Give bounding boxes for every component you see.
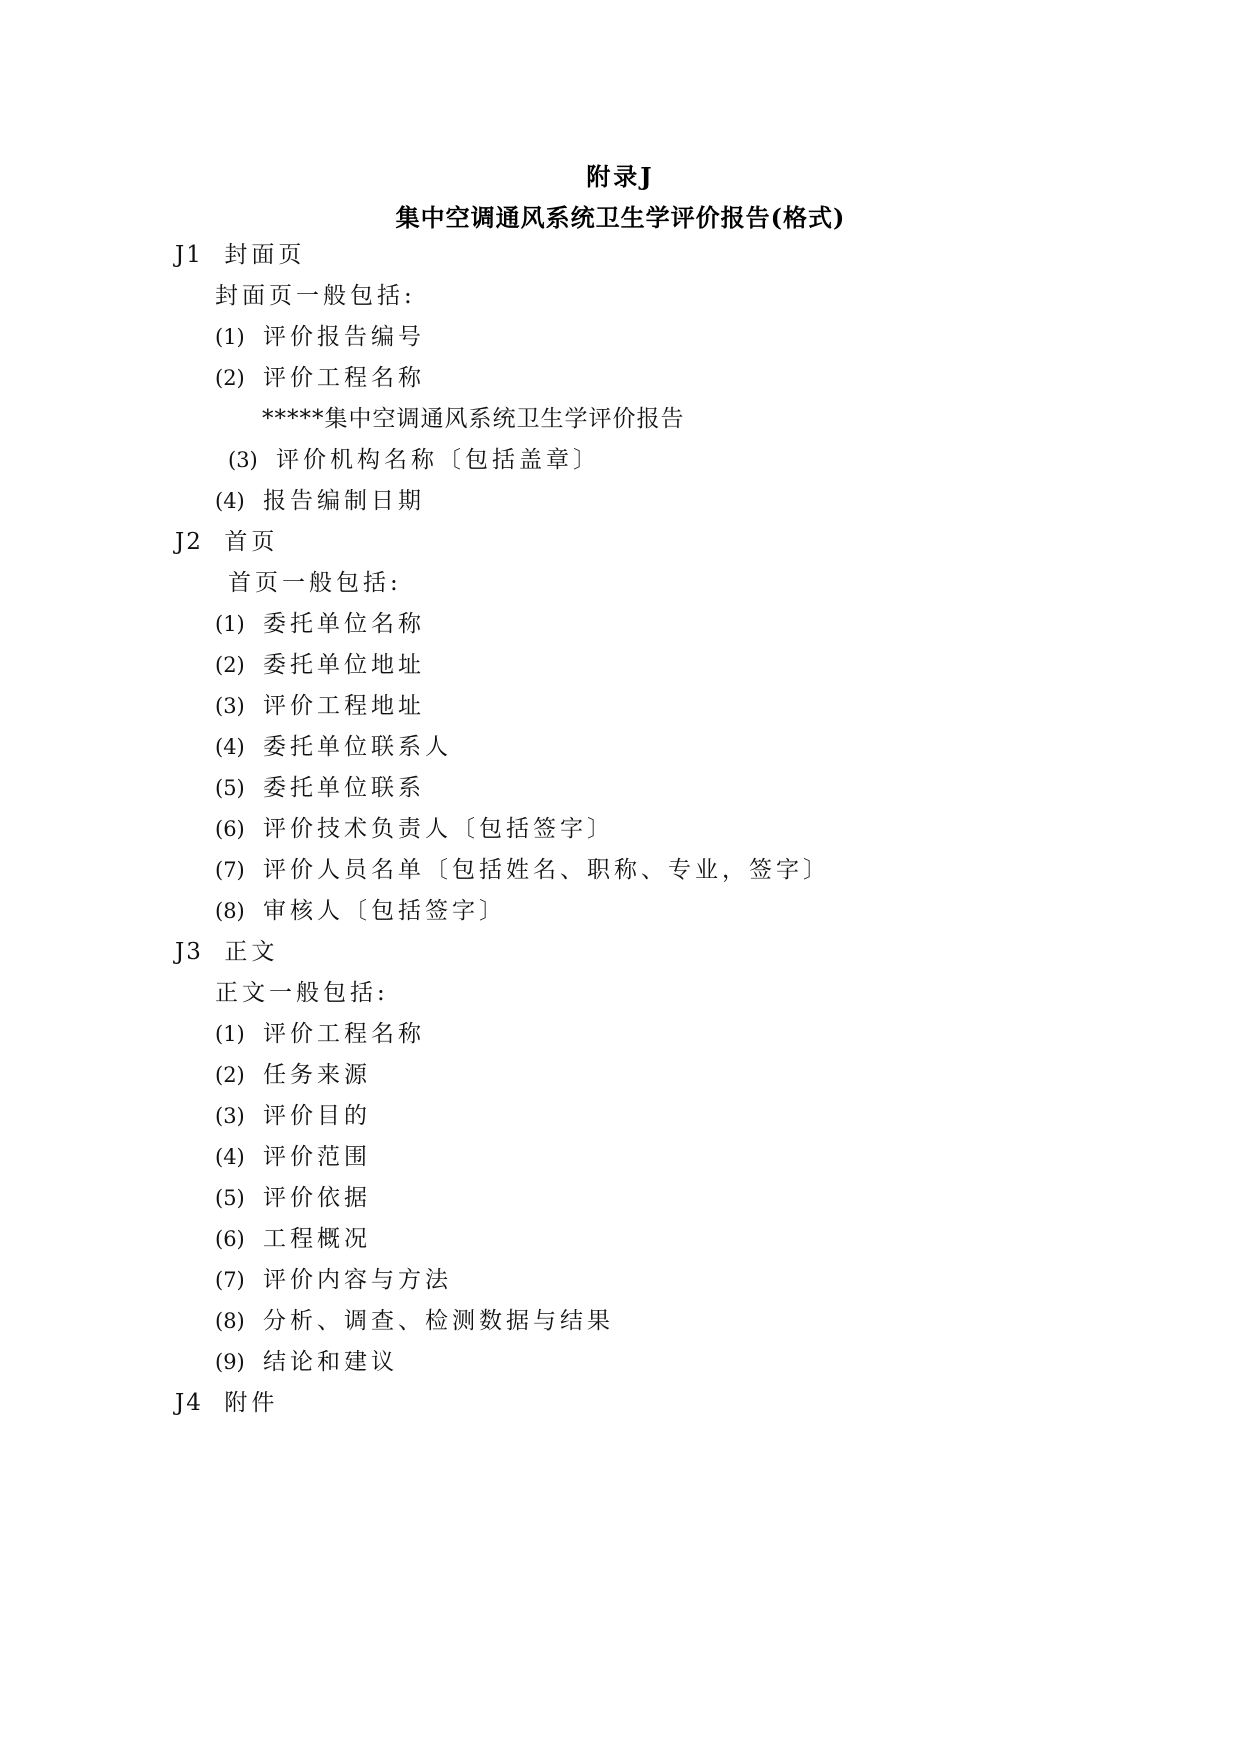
item-number: (7) xyxy=(215,1268,245,1292)
list-item xyxy=(215,1265,452,1295)
item-number: (2) xyxy=(215,366,245,390)
item-number: (4) xyxy=(215,489,245,513)
item-text: 委托单位联系 xyxy=(263,775,425,801)
item-number: (5) xyxy=(215,1186,245,1210)
item-text: 委托单位地址 xyxy=(263,652,425,678)
item-text: 评价依据 xyxy=(263,1185,371,1211)
item-text: 评价目的 xyxy=(263,1103,371,1129)
section-heading-j3 xyxy=(175,937,278,967)
list-item-example xyxy=(262,404,685,434)
item-number: (3) xyxy=(228,448,258,472)
item-number: (6) xyxy=(215,1227,245,1251)
item-number: (1) xyxy=(215,1022,245,1046)
list-item xyxy=(215,1101,371,1131)
item-number: (2) xyxy=(215,653,245,677)
item-text: 报告编制日期 xyxy=(263,488,425,514)
list-item xyxy=(215,650,425,680)
item-text: 委托单位联系人 xyxy=(263,734,452,760)
item-text: 评价报告编号 xyxy=(263,324,425,350)
item-text: 评价范围 xyxy=(263,1144,371,1170)
item-number: (3) xyxy=(215,694,245,718)
item-text: *****集中空调通风系统卫生学评价报告 xyxy=(262,406,685,432)
section-intro: 正文一般包括: xyxy=(215,980,389,1006)
section-heading-j1 xyxy=(175,240,305,270)
list-item xyxy=(215,1347,398,1377)
item-text: 结论和建议 xyxy=(263,1349,398,1375)
item-number: (4) xyxy=(215,735,245,759)
list-item xyxy=(215,1306,614,1336)
item-number: (5) xyxy=(215,776,245,800)
section-title: 附件 xyxy=(224,1390,279,1416)
list-item xyxy=(215,773,425,803)
list-item xyxy=(215,814,614,844)
item-text: 审核人〔包括签字〕 xyxy=(263,898,506,924)
section-title: 首页 xyxy=(224,529,279,555)
list-item xyxy=(215,1183,371,1213)
item-text: 评价工程地址 xyxy=(263,693,425,719)
section-id: J2 xyxy=(175,529,203,555)
item-number: (9) xyxy=(215,1350,245,1374)
appendix-label: 附录J xyxy=(586,162,655,191)
list-item xyxy=(215,732,452,762)
list-item xyxy=(228,445,600,475)
section-heading-j2 xyxy=(175,527,278,557)
section-title: 正文 xyxy=(224,939,279,965)
section-heading-j4 xyxy=(175,1388,278,1418)
item-number: (7) xyxy=(215,858,245,882)
list-item xyxy=(215,896,506,926)
list-item xyxy=(215,1224,371,1254)
item-text: 分析、调查、检测数据与结果 xyxy=(263,1308,614,1334)
item-text: 委托单位名称 xyxy=(263,611,425,637)
list-item xyxy=(215,691,425,721)
item-number: (1) xyxy=(215,325,245,349)
item-text: 评价工程名称 xyxy=(263,365,425,391)
item-text: 任务来源 xyxy=(263,1062,371,1088)
section-id: J3 xyxy=(175,939,203,965)
item-text: 评价机构名称〔包括盖章〕 xyxy=(276,447,600,473)
list-item xyxy=(215,1060,371,1090)
section-id: J1 xyxy=(175,242,203,268)
item-number: (1) xyxy=(215,612,245,636)
document-title: 集中空调通风系统卫生学评价报告(格式) xyxy=(395,203,846,232)
list-item xyxy=(215,609,425,639)
item-number: (8) xyxy=(215,1309,245,1333)
item-number: (8) xyxy=(215,899,245,923)
section-intro: 封面页一般包括: xyxy=(215,283,416,309)
list-item xyxy=(215,1019,425,1049)
item-number: (2) xyxy=(215,1063,245,1087)
list-item xyxy=(215,363,425,393)
section-id: J4 xyxy=(175,1390,203,1416)
section-title: 封面页 xyxy=(224,242,306,268)
list-item xyxy=(215,855,830,885)
item-text: 评价内容与方法 xyxy=(263,1267,452,1293)
item-number: (3) xyxy=(215,1104,245,1128)
item-number: (6) xyxy=(215,817,245,841)
item-text: 评价人员名单〔包括姓名、职称、专业，签字〕 xyxy=(263,857,830,883)
item-text: 评价工程名称 xyxy=(263,1021,425,1047)
list-item xyxy=(215,322,425,352)
item-text: 工程概况 xyxy=(263,1226,371,1252)
section-intro: 首页一般包括: xyxy=(228,570,402,596)
list-item xyxy=(215,1142,371,1172)
item-number: (4) xyxy=(215,1145,245,1169)
list-item xyxy=(215,486,425,516)
item-text: 评价技术负责人〔包括签字〕 xyxy=(263,816,614,842)
